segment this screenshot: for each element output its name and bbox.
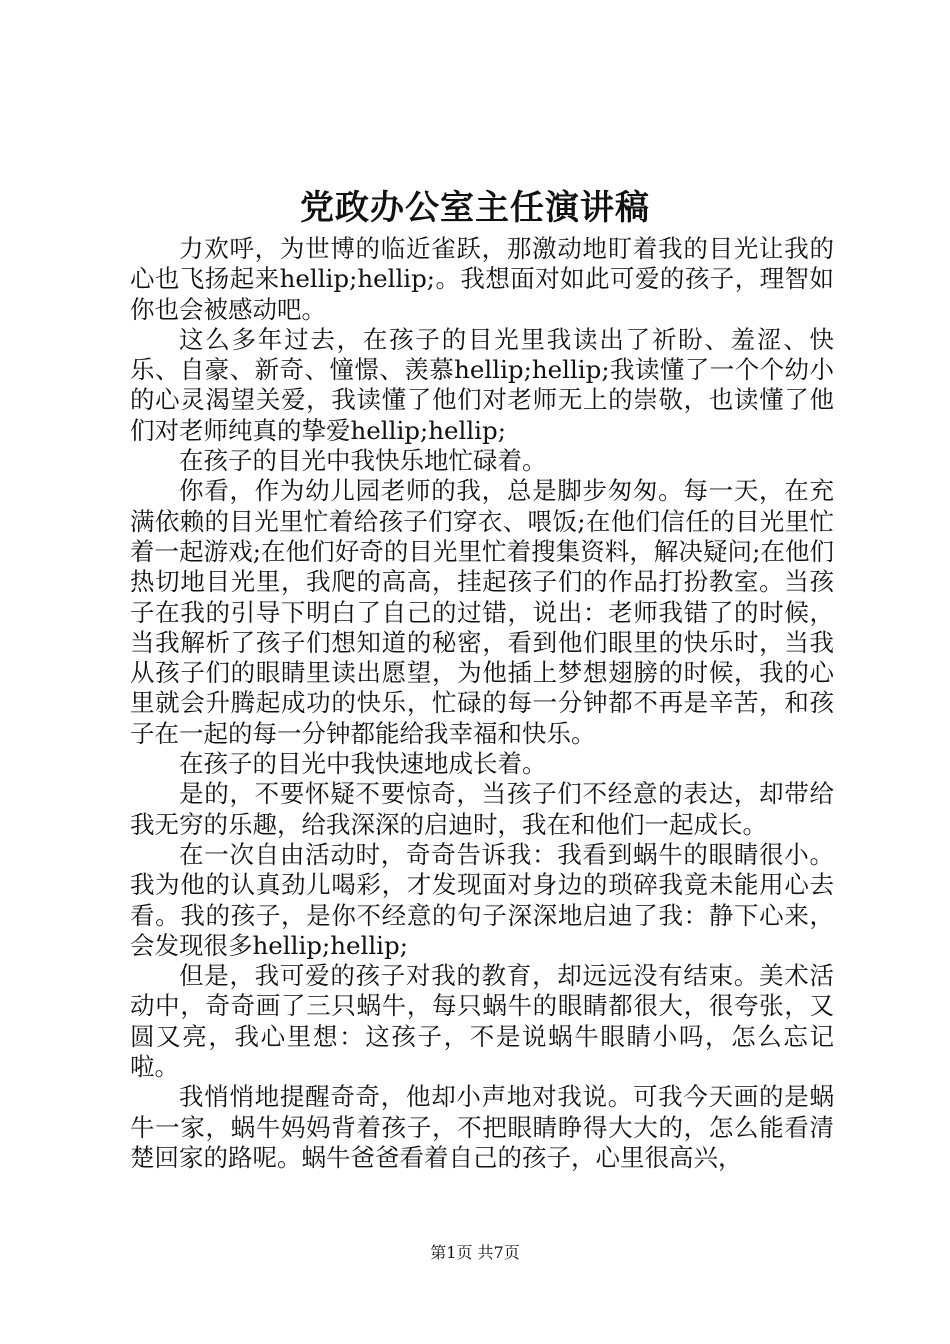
paragraph: 你看，作为幼儿园老师的我，总是脚步匆匆。每一天，在充满依赖的目光里忙着给孩子们穿衣、喂饭;在他们信任的目光里忙着一起游戏;在他们好奇的目光里忙着搜集资料，解决疑问;在他们热切地目光里，我爬的高高，挂起孩子们的作品打扮教室。当孩子在我的引导下明白了自己的过错，说出：老师我错了的时候，当我解析了孩子们想知道的秘密，看到他们眼里的快乐时，当我从孩子们的眼睛里读出愿望，为他插上梦想翅膀的时候，我的心里就会升腾起成功的快乐，忙碌的每一分钟都不再是辛苦，和孩子在一起的每一分钟都能给我幸福和快乐。 [130, 476, 834, 748]
paragraph: 我悄悄地提醒奇奇，他却小声地对我说。可我今天画的是蜗牛一家，蜗牛妈妈背着孩子，不把眼睛睁得大大的，怎么能看清楚回家的路呢。蜗牛爸爸看着自己的孩子，心里很高兴， [130, 1082, 834, 1172]
document-body [130, 234, 834, 1173]
page-number-footer: 第1页 共7页 [430, 1243, 520, 1262]
document-title: 党政办公室主任演讲稿 [300, 188, 650, 228]
paragraph: 在孩子的目光中我快乐地忙碌着。 [179, 446, 547, 476]
paragraph: 在孩子的目光中我快速地成长着。 [179, 749, 547, 779]
paragraph: 是的，不要怀疑不要惊奇，当孩子们不经意的表达，却带给我无穷的乐趣，给我深深的启迪时，我在和他们一起成长。 [130, 779, 834, 839]
paragraph: 在一次自由活动时，奇奇告诉我：我看到蜗牛的眼睛很小。我为他的认真劲儿喝彩，才发现面对身边的琐碎我竟未能用心去看。我的孩子，是你不经意的句子深深地启迪了我：静下心来，会发现很多hellip;hellip; [130, 839, 834, 960]
paragraph: 但是，我可爱的孩子对我的教育，却远远没有结束。美术活动中，奇奇画了三只蜗牛，每只蜗牛的眼睛都很大，很夸张，又圆又亮，我心里想：这孩子，不是说蜗牛眼睛小吗，怎么忘记啦。 [130, 961, 834, 1082]
paragraph: 这么多年过去，在孩子的目光里我读出了祈盼、羞涩、快乐、自豪、新奇、憧憬、羡慕hellip;hellip;我读懂了一个个幼小的心灵渴望关爱，我读懂了他们对老师无上的崇敬，也读懂了他们对老师纯真的挚爱hellip;hellip; [130, 324, 834, 445]
paragraph: 力欢呼，为世博的临近雀跃，那激动地盯着我的目光让我的心也飞扬起来hellip;hellip;。我想面对如此可爱的孩子，理智如你也会被感动吧。 [130, 234, 834, 324]
